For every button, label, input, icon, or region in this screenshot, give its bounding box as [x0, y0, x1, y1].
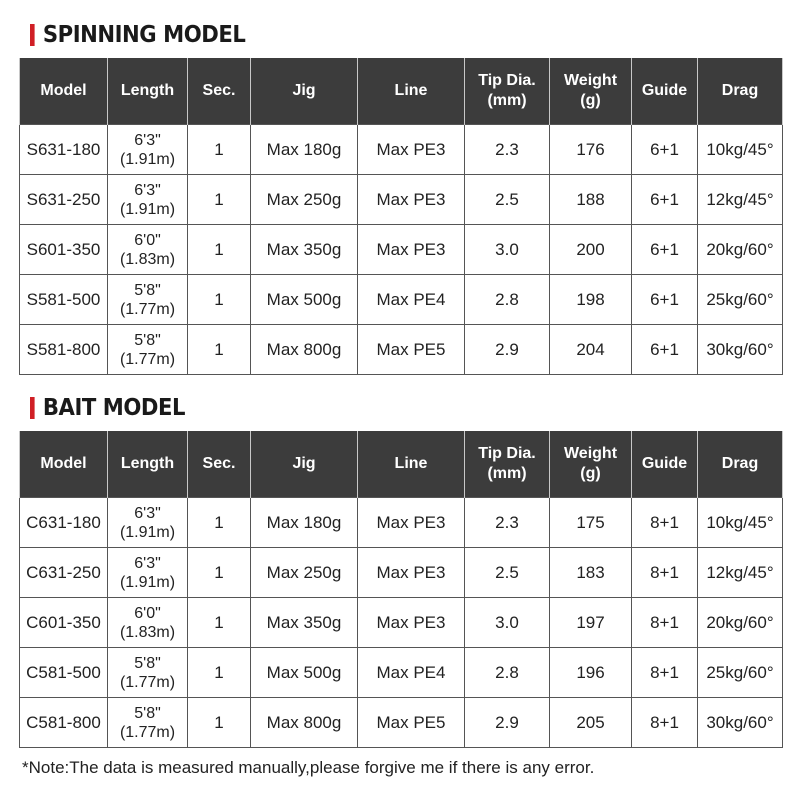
cell-model: S601-350 [20, 225, 108, 275]
section-title-text: BAIT MODEL [42, 395, 186, 421]
red-bar-marker [30, 397, 35, 419]
cell-line: Max PE3 [358, 125, 465, 175]
cell-model: C581-500 [20, 648, 108, 698]
cell-length: 5'8" (1.77m) [108, 325, 188, 375]
table-row [20, 598, 783, 648]
column-header-model: Model [20, 58, 108, 125]
cell-guide: 8+1 [632, 548, 698, 598]
cell-sections: 1 [188, 498, 251, 548]
cell-sections: 1 [188, 175, 251, 225]
table-row [20, 498, 783, 548]
cell-sections: 1 [188, 325, 251, 375]
column-header-sections: Sec. [188, 431, 251, 498]
column-header-tip-dia: Tip Dia. (mm) [465, 58, 550, 125]
cell-jig: Max 800g [251, 698, 358, 748]
cell-jig: Max 350g [251, 598, 358, 648]
column-header-model: Model [20, 431, 108, 498]
cell-length: 5'8" (1.77m) [108, 648, 188, 698]
column-header-jig: Jig [251, 58, 358, 125]
cell-tip-dia: 2.9 [465, 698, 550, 748]
cell-line: Max PE3 [358, 175, 465, 225]
table-row [20, 325, 783, 375]
column-header-length: Length [108, 431, 188, 498]
column-header-tip-dia: Tip Dia. (mm) [465, 431, 550, 498]
cell-line: Max PE5 [358, 325, 465, 375]
table-row [20, 548, 783, 598]
cell-weight: 196 [550, 648, 632, 698]
cell-guide: 6+1 [632, 275, 698, 325]
cell-drag: 25kg/60° [698, 648, 783, 698]
cell-tip-dia: 2.3 [465, 498, 550, 548]
cell-model: C581-800 [20, 698, 108, 748]
table-row [20, 275, 783, 325]
cell-weight: 198 [550, 275, 632, 325]
column-header-jig: Jig [251, 431, 358, 498]
cell-line: Max PE3 [358, 498, 465, 548]
cell-drag: 12kg/45° [698, 175, 783, 225]
cell-sections: 1 [188, 648, 251, 698]
red-bar-marker [30, 24, 35, 46]
column-header-line: Line [358, 431, 465, 498]
cell-model: C601-350 [20, 598, 108, 648]
cell-length: 6'3" (1.91m) [108, 498, 188, 548]
cell-weight: 175 [550, 498, 632, 548]
cell-tip-dia: 2.5 [465, 548, 550, 598]
table-row [20, 175, 783, 225]
cell-jig: Max 800g [251, 325, 358, 375]
column-header-weight: Weight (g) [550, 431, 632, 498]
cell-weight: 176 [550, 125, 632, 175]
cell-length: 6'3" (1.91m) [108, 125, 188, 175]
cell-jig: Max 250g [251, 548, 358, 598]
column-header-sections: Sec. [188, 58, 251, 125]
cell-tip-dia: 2.9 [465, 325, 550, 375]
cell-drag: 20kg/60° [698, 598, 783, 648]
cell-drag: 12kg/45° [698, 548, 783, 598]
cell-sections: 1 [188, 698, 251, 748]
column-header-guide: Guide [632, 58, 698, 125]
cell-weight: 188 [550, 175, 632, 225]
cell-drag: 30kg/60° [698, 325, 783, 375]
column-header-line: Line [358, 58, 465, 125]
cell-sections: 1 [188, 548, 251, 598]
cell-sections: 1 [188, 598, 251, 648]
cell-line: Max PE3 [358, 598, 465, 648]
cell-line: Max PE3 [358, 548, 465, 598]
table-row [20, 125, 783, 175]
cell-tip-dia: 3.0 [465, 225, 550, 275]
cell-length: 5'8" (1.77m) [108, 275, 188, 325]
cell-tip-dia: 2.8 [465, 275, 550, 325]
cell-jig: Max 180g [251, 498, 358, 548]
cell-weight: 204 [550, 325, 632, 375]
cell-jig: Max 350g [251, 225, 358, 275]
cell-weight: 183 [550, 548, 632, 598]
cell-drag: 20kg/60° [698, 225, 783, 275]
cell-jig: Max 500g [251, 275, 358, 325]
cell-jig: Max 250g [251, 175, 358, 225]
cell-drag: 30kg/60° [698, 698, 783, 748]
cell-model: C631-250 [20, 548, 108, 598]
cell-length: 6'0" (1.83m) [108, 598, 188, 648]
cell-drag: 25kg/60° [698, 275, 783, 325]
cell-sections: 1 [188, 125, 251, 175]
cell-tip-dia: 2.3 [465, 125, 550, 175]
table-row [20, 225, 783, 275]
cell-guide: 6+1 [632, 325, 698, 375]
cell-tip-dia: 2.8 [465, 648, 550, 698]
cell-length: 5'8" (1.77m) [108, 698, 188, 748]
cell-guide: 6+1 [632, 125, 698, 175]
table-header-row [20, 58, 783, 125]
cell-drag: 10kg/45° [698, 125, 783, 175]
spinning-section-title [30, 22, 245, 48]
cell-jig: Max 180g [251, 125, 358, 175]
cell-sections: 1 [188, 225, 251, 275]
table-header-row [20, 431, 783, 498]
column-header-guide: Guide [632, 431, 698, 498]
cell-length: 6'3" (1.91m) [108, 175, 188, 225]
column-header-drag: Drag [698, 431, 783, 498]
bait-section-title [30, 395, 185, 421]
cell-jig: Max 500g [251, 648, 358, 698]
cell-guide: 6+1 [632, 225, 698, 275]
column-header-length: Length [108, 58, 188, 125]
cell-line: Max PE4 [358, 648, 465, 698]
section-title-text: SPINNING MODEL [42, 22, 246, 48]
cell-guide: 6+1 [632, 175, 698, 225]
cell-length: 6'3" (1.91m) [108, 548, 188, 598]
bait-spec-table [19, 431, 783, 748]
column-header-drag: Drag [698, 58, 783, 125]
cell-weight: 205 [550, 698, 632, 748]
cell-guide: 8+1 [632, 598, 698, 648]
cell-guide: 8+1 [632, 648, 698, 698]
cell-model: C631-180 [20, 498, 108, 548]
cell-guide: 8+1 [632, 498, 698, 548]
cell-model: S631-180 [20, 125, 108, 175]
table-row [20, 698, 783, 748]
cell-model: S581-800 [20, 325, 108, 375]
spinning-spec-table [19, 58, 783, 375]
cell-line: Max PE5 [358, 698, 465, 748]
cell-guide: 8+1 [632, 698, 698, 748]
cell-drag: 10kg/45° [698, 498, 783, 548]
cell-line: Max PE4 [358, 275, 465, 325]
column-header-weight: Weight (g) [550, 58, 632, 125]
cell-model: S581-500 [20, 275, 108, 325]
cell-tip-dia: 3.0 [465, 598, 550, 648]
cell-weight: 197 [550, 598, 632, 648]
cell-line: Max PE3 [358, 225, 465, 275]
cell-length: 6'0" (1.83m) [108, 225, 188, 275]
cell-tip-dia: 2.5 [465, 175, 550, 225]
table-row [20, 648, 783, 698]
cell-model: S631-250 [20, 175, 108, 225]
cell-weight: 200 [550, 225, 632, 275]
disclaimer-note: *Note:The data is measured manually,please forgive me if there is any error. [22, 758, 595, 777]
cell-sections: 1 [188, 275, 251, 325]
